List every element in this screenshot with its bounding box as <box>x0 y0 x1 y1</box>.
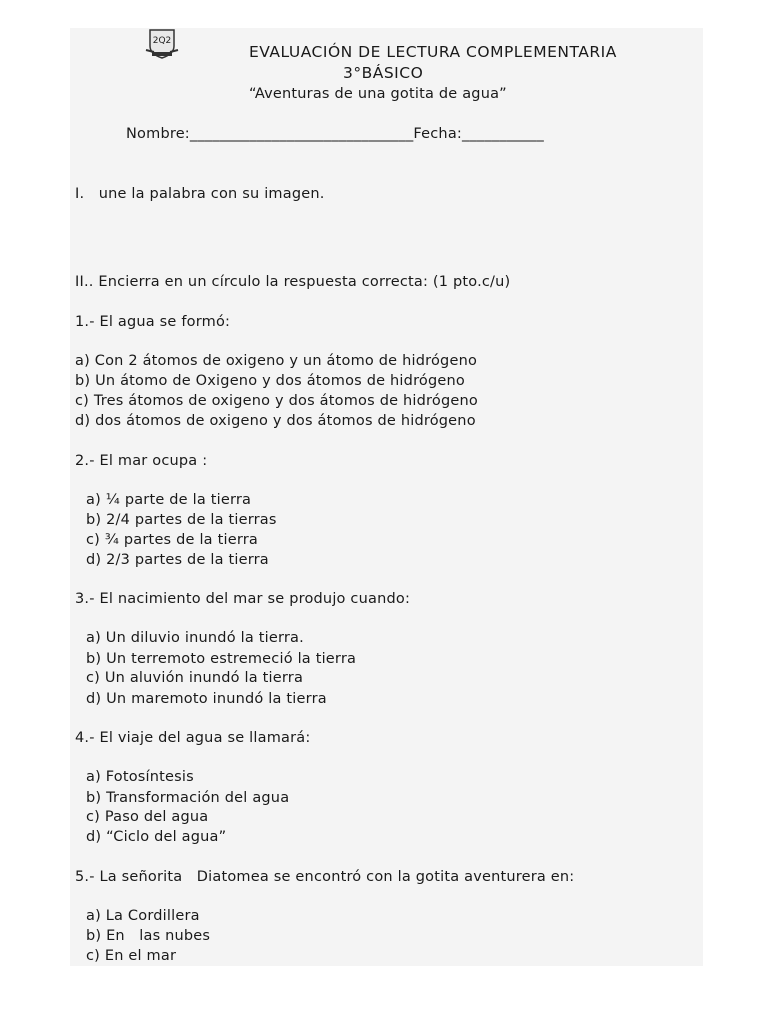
q1-option-a: a) Con 2 átomos de oxigeno y un átomo de hidrógeno <box>75 353 478 369</box>
q4-option-a: a) Fotosíntesis <box>86 769 194 785</box>
q5-option-a: a) La Cordillera <box>86 908 200 924</box>
section-2-heading: II.. Encierra en un círculo la respuesta correcta: (1 pto.c/u) <box>75 274 511 290</box>
question-4: 4.- El viaje del agua se llamará: <box>75 730 311 746</box>
q1-option-b: b) Un átomo de Oxigeno y dos átomos de hidrógeno <box>75 373 465 389</box>
q3-option-c: c) Un aluvión inundó la tierra <box>86 670 304 686</box>
q2-option-a: a) ¼ parte de la tierra <box>86 492 252 508</box>
q2-option-b: b) 2/4 partes de la tierras <box>86 512 277 528</box>
q3-option-d: d) Un maremoto inundó la tierra <box>86 691 327 707</box>
q4-option-b: b) Transformación del agua <box>86 790 290 806</box>
name-date-line: Nombre:______________________________Fecha:___________ <box>126 126 544 142</box>
q4-option-c: c) Paso del agua <box>86 809 209 825</box>
q2-option-c: c) ¾ partes de la tierra <box>86 532 258 548</box>
q4-option-d: d) “Ciclo del agua” <box>86 829 227 845</box>
section-1-heading: I. une la palabra con su imagen. <box>75 186 325 202</box>
q5-option-c: c) En el mar <box>86 948 177 964</box>
school-logo <box>144 28 180 60</box>
question-1: 1.- El agua se formó: <box>75 314 231 330</box>
question-2: 2.- El mar ocupa : <box>75 453 208 469</box>
q2-option-d: d) 2/3 partes de la tierra <box>86 552 269 568</box>
q5-option-b: b) En las nubes <box>86 928 211 944</box>
q1-option-c: c) Tres átomos de oxigeno y dos átomos de hidrógeno <box>75 393 478 409</box>
evaluation-title: EVALUACIÓN DE LECTURA COMPLEMENTARIA <box>249 43 617 61</box>
question-3: 3.- El nacimiento del mar se produjo cuando: <box>75 591 411 607</box>
grade-label: 3°BÁSICO <box>343 64 424 82</box>
q1-option-d: d) dos átomos de oxigeno y dos átomos de hidrógeno <box>75 413 476 429</box>
q3-option-b: b) Un terremoto estremeció la tierra <box>86 651 357 667</box>
story-title: “Aventuras de una gotita de agua” <box>249 86 507 102</box>
svg-text:2Q2: 2Q2 <box>152 36 172 46</box>
question-5: 5.- La señorita Diatomea se encontró con la gotita aventurera en: <box>75 869 575 885</box>
q3-option-a: a) Un diluvio inundó la tierra. <box>86 630 304 646</box>
